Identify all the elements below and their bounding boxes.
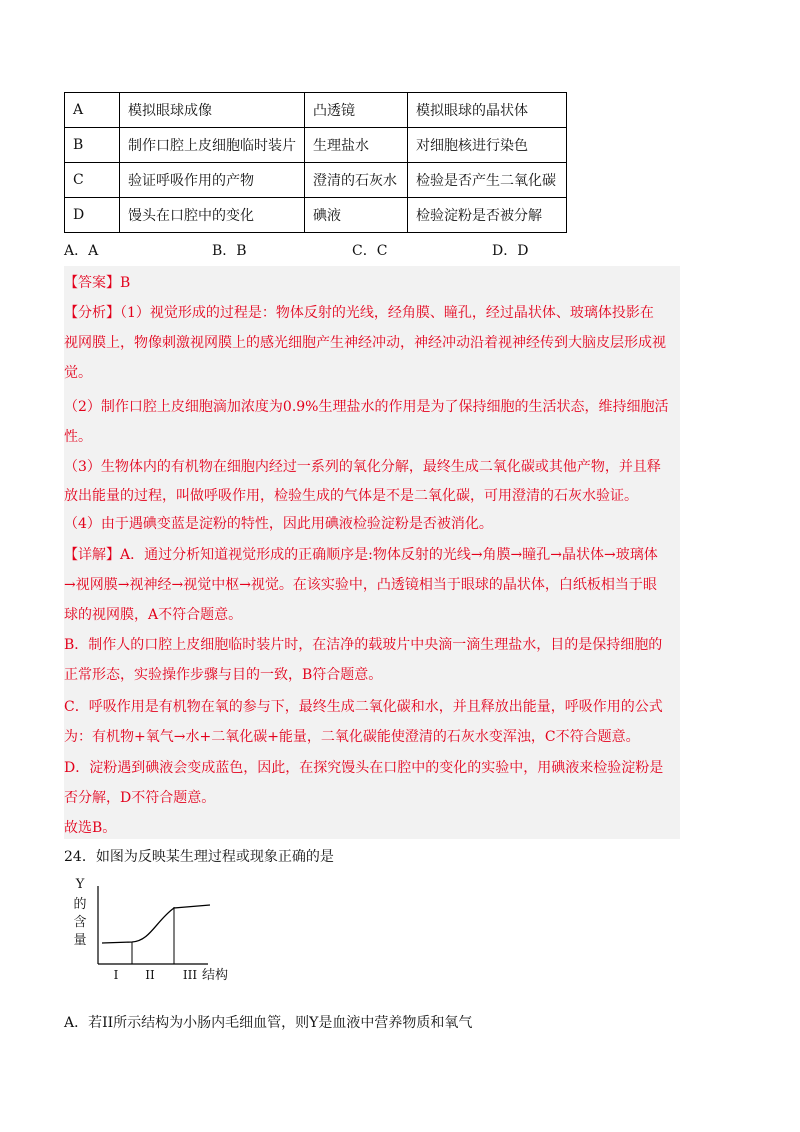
analysis-line: 视网膜上，物像刺激视网膜上的感光细胞产生神经冲动，神经冲动沿着视神经传到大脑皮层形成视 bbox=[64, 335, 666, 351]
table-cell: 制作口腔上皮细胞临时装片 bbox=[120, 128, 305, 163]
table-cell: A bbox=[65, 93, 120, 128]
x-tick-label: I bbox=[113, 968, 119, 982]
detail-line: 正常形态，实验操作步骤与目的一致，B符合题意。 bbox=[64, 667, 383, 683]
table-row bbox=[65, 163, 567, 198]
detail-line: 否分解，D不符合题意。 bbox=[64, 790, 216, 806]
table-cell: 碘液 bbox=[305, 198, 408, 233]
table-cell: 检验淀粉是否被分解 bbox=[408, 198, 567, 233]
option-b: B．B bbox=[212, 243, 247, 259]
detail-line: 球的视网膜，A不符合题意。 bbox=[64, 607, 243, 623]
analysis-line: 【分析】（1）视觉形成的过程是：物体反射的光线，经角膜、瞳孔，经过晶状体、玻璃体投影在 bbox=[64, 305, 654, 321]
content-curve bbox=[102, 905, 210, 943]
table-cell: 验证呼吸作用的产物 bbox=[120, 163, 305, 198]
answer-line: 【答案】B bbox=[64, 275, 131, 291]
detail-line: B．制作人的口腔上皮细胞临时装片时，在洁净的载玻片中央滴一滴生理盐水，目的是保持细胞的 bbox=[64, 637, 663, 653]
table-cell: 澄清的石灰水 bbox=[305, 163, 408, 198]
detail-line: 为：有机物+氧气→水+二氧化碳+能量，二氧化碳能使澄清的石灰水变浑浊，C不符合题意。 bbox=[64, 729, 640, 745]
detail-line: →视网膜→视神经→视觉中枢→视觉。在该实验中，凸透镜相当于眼球的晶状体，白纸板相当于眼 bbox=[64, 577, 657, 593]
table-cell: 凸透镜 bbox=[305, 93, 408, 128]
analysis-line: 放出能量的过程，叫做呼吸作用，检验生成的气体是不是二氧化碳，可用澄清的石灰水验证。 bbox=[64, 488, 638, 504]
option-c: C．C bbox=[352, 243, 388, 259]
table-cell: 馒头在口腔中的变化 bbox=[120, 198, 305, 233]
y-label-char: 的 bbox=[73, 897, 87, 912]
analysis-line: （4）由于遇碘变蓝是淀粉的特性，因此用碘液检验淀粉是否被消化。 bbox=[64, 516, 493, 532]
analysis-line: 性。 bbox=[64, 429, 92, 445]
table-row bbox=[65, 93, 567, 128]
experiment-table bbox=[64, 92, 567, 233]
option-d: D．D bbox=[492, 243, 529, 259]
conclusion-line: 故选B。 bbox=[64, 820, 117, 836]
table-cell: 对细胞核进行染色 bbox=[408, 128, 567, 163]
analysis-line: 觉。 bbox=[64, 365, 92, 381]
table-cell: 检验是否产生二氧化碳 bbox=[408, 163, 567, 198]
table-cell: D bbox=[65, 198, 120, 233]
table-row bbox=[65, 128, 567, 163]
y-label-char: 含 bbox=[73, 915, 87, 930]
table-cell: 生理盐水 bbox=[305, 128, 408, 163]
x-tick-label: III bbox=[182, 968, 198, 982]
detail-line: 【详解】A．通过分析知道视觉形成的正确顺序是:物体反射的光线→角膜→瞳孔→晶状体→玻璃体 bbox=[64, 547, 658, 563]
y-label-char: 量 bbox=[73, 933, 87, 948]
analysis-line: （3）生物体内的有机物在细胞内经过一系列的氧化分解，最终生成二氧化碳或其他产物，并且释 bbox=[64, 459, 661, 475]
question-option-a: A．若II所示结构为小肠内毛细血管，则Y是血液中营养物质和氧气 bbox=[64, 1015, 473, 1031]
x-tick-label: II bbox=[145, 968, 155, 982]
table-cell: C bbox=[65, 163, 120, 198]
table-cell: 模拟眼球的晶状体 bbox=[408, 93, 567, 128]
detail-line: D．淀粉遇到碘液会变成蓝色，因此，在探究馒头在口腔中的变化的实验中，用碘液来检验淀粉是 bbox=[64, 760, 664, 776]
table-cell: 模拟眼球成像 bbox=[120, 93, 305, 128]
content-graph bbox=[70, 876, 250, 984]
analysis-line: （2）制作口腔上皮细胞滴加浓度为0.9%生理盐水的作用是为了保持细胞的生活状态，维持细胞活 bbox=[64, 399, 669, 415]
question-text: 24．如图为反映某生理过程或现象正确的是 bbox=[64, 849, 334, 865]
x-axis-label: 结构 bbox=[202, 968, 229, 983]
table-row bbox=[65, 198, 567, 233]
table-cell: B bbox=[65, 128, 120, 163]
option-a: A．A bbox=[64, 243, 99, 259]
y-label-char: Y bbox=[75, 877, 85, 892]
detail-line: C．呼吸作用是有机物在氧的参与下，最终生成二氧化碳和水，并且释放出能量，呼吸作用的公式 bbox=[64, 699, 663, 715]
